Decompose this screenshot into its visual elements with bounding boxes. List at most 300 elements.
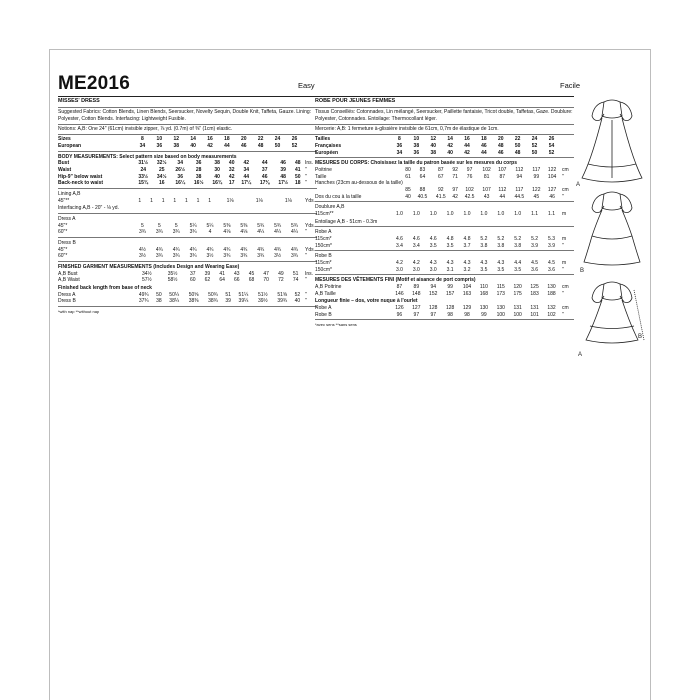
cell-value: 48	[514, 149, 521, 156]
cell-value: 16	[207, 136, 213, 143]
cell-value: 1⅛	[226, 197, 234, 204]
cell-value: 41	[219, 270, 225, 277]
yardage-table	[315, 211, 574, 218]
cell-value: 1	[196, 197, 200, 204]
yardage-group-label: Lining A,B	[58, 191, 81, 198]
yardage-group-label: Entoilage A,B - 51cm - 0.3m	[315, 218, 378, 225]
cell-value: 4½	[138, 246, 146, 253]
cell-value: 92	[438, 187, 444, 194]
finished-measurements-table	[315, 284, 574, 297]
table-row	[315, 180, 574, 187]
cell-value: 5¾	[274, 222, 282, 229]
cell-value: 4¼	[291, 229, 298, 236]
cell-value: 46	[498, 149, 504, 156]
cell-value: 24	[274, 136, 281, 143]
cell-value: 3½	[138, 253, 146, 260]
cell-value: 42	[207, 143, 213, 150]
cell-value: 18	[294, 180, 301, 187]
cell-value: 100	[513, 311, 522, 318]
cell-value: 38	[173, 143, 179, 150]
yardage-table	[315, 260, 574, 273]
cell-value: 100	[496, 311, 505, 318]
cell-value: 31½	[138, 160, 149, 167]
cell-value: 48	[280, 173, 286, 180]
cell-value: 38¼	[169, 298, 180, 305]
cell-value: 4¾	[223, 246, 231, 253]
cell-value: 107	[482, 187, 491, 194]
row-label: 150cm*	[315, 242, 332, 249]
cell-value: 50	[294, 173, 301, 180]
table-row	[58, 277, 317, 284]
cell-empty	[479, 180, 495, 187]
cell-value: 117	[532, 167, 541, 174]
cell-value: 3¾	[291, 253, 298, 260]
finished-measurements-table	[58, 271, 317, 284]
cell-value: 152	[429, 290, 438, 297]
yardage-group-label: Doublure A,B	[315, 204, 345, 211]
cell-value: 43	[483, 193, 490, 200]
cell-value: 20	[498, 136, 504, 143]
cell-value: 3¾	[189, 229, 197, 236]
dress-b-front-illustration	[584, 192, 640, 265]
notions: Mercerie: A,B: 1 fermeture à-glissière invisible de 61cm, 0,7m de élastique de 1cm.	[315, 126, 499, 133]
cell-value: 4	[208, 229, 212, 236]
cell-value: 1.0	[514, 211, 522, 218]
unit-label: m	[562, 235, 567, 242]
cell-value: 32	[228, 167, 235, 174]
unit-label: "	[305, 291, 307, 298]
cell-value: 129	[462, 304, 472, 311]
cell-empty	[432, 180, 450, 187]
cell-value: 12	[173, 136, 179, 143]
unit-label: "	[305, 173, 307, 180]
pattern-code: ME2016	[58, 73, 130, 94]
body-measurements-table	[315, 167, 574, 200]
cell-value: 48	[257, 143, 264, 150]
cell-value: 127	[412, 304, 421, 311]
cell-value: 115	[496, 283, 505, 290]
cell-value: 50	[274, 143, 281, 150]
row-label: European	[58, 143, 82, 150]
cell-value: 4¾	[274, 246, 282, 253]
cell-value: 10	[156, 136, 163, 143]
cell-value: 42	[447, 143, 453, 150]
yardage-table	[58, 198, 317, 205]
cell-value: 98	[447, 311, 453, 318]
difficulty-fr: Facile	[559, 81, 580, 90]
table-row	[58, 253, 317, 260]
cell-value: 122	[547, 167, 557, 174]
row-label: Dos du cou à la taille	[315, 193, 362, 200]
cell-value: 132	[547, 304, 556, 311]
yardage-section	[315, 203, 574, 273]
cell-value: 52	[291, 143, 298, 150]
cell-value: 70	[263, 277, 269, 284]
cell-value: 52	[294, 291, 301, 298]
footnote: *with nap **without nap	[58, 308, 100, 314]
cell-value: 50¼	[169, 291, 180, 298]
cell-value: 99	[481, 311, 487, 318]
cell-value: 62	[204, 277, 211, 284]
unit-label	[560, 143, 574, 150]
table-row	[315, 236, 574, 243]
cell-value: 26½	[175, 167, 186, 174]
notions: Notions: A,B: One 24" (61cm) invisible zipper, ⅞ yd. (0.7m) of ⅜" (1cm) elastic.	[58, 126, 233, 133]
cell-value: 38	[195, 173, 202, 180]
cell-value: 36	[177, 173, 183, 180]
cell-value: 20	[241, 136, 247, 143]
cell-value: 87	[438, 167, 444, 174]
cell-value: 3.5	[514, 266, 522, 273]
cell-value: 5	[141, 222, 144, 229]
unit-label: "	[305, 180, 307, 187]
table-row	[315, 211, 574, 218]
cell-value: 26	[548, 136, 555, 143]
cell-value: 17½	[278, 180, 289, 187]
unit-label: "	[562, 311, 564, 318]
cell-value: 4¾	[240, 246, 248, 253]
row-label: Poitrine	[315, 167, 332, 174]
cell-value: 4.6	[412, 235, 420, 242]
cell-value: 57½	[141, 277, 152, 284]
cell-value: 42	[243, 160, 249, 167]
row-label: 115cm*	[315, 235, 332, 242]
unit-label: cm	[562, 187, 569, 194]
cell-value: 50	[514, 143, 521, 150]
cell-value: 51	[225, 291, 231, 298]
unit-label: "	[562, 193, 564, 200]
cell-value: 46	[280, 160, 286, 167]
cell-value: 130	[479, 304, 489, 311]
table-row	[315, 150, 574, 157]
cell-value: 66	[234, 277, 240, 284]
cell-value: 1	[208, 197, 212, 204]
cell-value: 4¾	[155, 246, 163, 253]
cell-value: 50⅝	[188, 291, 199, 298]
cell-value: 40	[190, 143, 196, 150]
table-row	[58, 229, 317, 236]
cell-value: 40	[447, 149, 453, 156]
cell-value: 4.2	[412, 259, 420, 266]
cell-value: 16	[158, 180, 165, 187]
cell-value: 37	[189, 270, 196, 277]
cell-value: 1	[161, 197, 165, 204]
cell-value: 3.8	[497, 242, 505, 249]
cell-value: 87	[396, 283, 403, 290]
cell-value: 157	[445, 290, 455, 297]
cell-value: 81	[483, 173, 490, 180]
cell-value: 128	[429, 304, 438, 311]
cell-value: 34½	[156, 173, 167, 180]
cell-value: 3¾	[155, 253, 163, 260]
difficulty-en: Easy	[298, 81, 315, 90]
cell-value: 163	[462, 290, 472, 297]
table-row	[315, 260, 574, 267]
cell-value: 44	[261, 160, 268, 167]
cell-value: 52	[531, 143, 538, 150]
cell-value: 3.9	[531, 242, 539, 249]
cell-value: 22	[514, 136, 521, 143]
cell-value: 3.8	[480, 242, 488, 249]
cell-value: 104	[547, 173, 557, 180]
dress-back-illustrations	[586, 282, 644, 343]
cell-value: 35½	[167, 270, 178, 277]
cell-value: 5¾	[257, 222, 265, 229]
table-row	[58, 198, 317, 205]
cell-value: 34½	[141, 270, 152, 277]
cell-empty	[544, 180, 560, 187]
english-column	[58, 96, 317, 315]
cell-value: 44	[464, 143, 470, 150]
cell-value: 40	[214, 173, 220, 180]
cell-value: 42	[452, 193, 458, 200]
label-a-2: A	[578, 352, 583, 358]
cell-value: 130	[547, 283, 556, 290]
finished-measurements-title: FINISHED GARMENT MEASUREMENTS (Includes Design and Wearing Ease)	[58, 263, 240, 270]
cell-value: 40	[405, 193, 411, 200]
row-label: Bust	[58, 160, 70, 167]
cell-value: 117	[515, 187, 524, 194]
cell-value: 5.2	[497, 235, 505, 242]
unit-label: cm	[562, 283, 569, 290]
cell-value: 51½	[257, 291, 268, 298]
cell-empty	[403, 180, 413, 187]
cell-value: 30	[214, 167, 220, 174]
table-row	[315, 312, 574, 319]
cell-value: 4.2	[395, 259, 403, 266]
cell-value: 4.6	[395, 235, 403, 242]
cell-value: 94	[516, 173, 523, 180]
cell-value: 38	[430, 149, 436, 156]
cell-value: 25	[158, 167, 165, 174]
cell-value: 125	[530, 283, 539, 290]
table-row	[58, 298, 317, 305]
cell-value: 3¾	[257, 253, 265, 260]
cell-value: 37¾	[138, 298, 149, 305]
table-row	[315, 267, 574, 274]
cell-value: 38	[156, 298, 162, 305]
cell-value: 4¾	[206, 246, 214, 253]
cell-value: 17¼	[241, 180, 252, 187]
row-label: A,B Poitrine	[315, 283, 342, 290]
cell-value: 38	[413, 143, 420, 150]
table-row	[58, 223, 317, 230]
cell-value: 17⅜	[259, 180, 270, 187]
cell-value: 33½	[138, 173, 149, 180]
cell-value: 3¾	[172, 229, 180, 236]
yardage-section	[58, 190, 317, 260]
cell-value: 3.2	[463, 266, 471, 273]
cell-value: 102	[465, 187, 474, 194]
cell-value: 50	[156, 291, 162, 298]
cell-value: 34	[139, 143, 146, 150]
cell-value: 71	[452, 173, 458, 180]
table-row	[315, 305, 574, 312]
cell-value: 3.0	[412, 266, 420, 273]
cell-value: 4.8	[446, 235, 454, 242]
cell-value: 15¾	[138, 180, 149, 187]
cell-value: 127	[547, 187, 557, 194]
cell-value: 52	[548, 149, 555, 156]
cell-value: 5⅜	[223, 222, 231, 229]
table-row	[315, 143, 574, 150]
cell-value: 4⅛	[223, 229, 231, 236]
cell-value: 92	[452, 167, 458, 174]
cell-value: 4⅛	[240, 229, 248, 236]
body-measurements-title: MESURES DU CORPS: Choisissez la taille du patron basée sur les mesures du corps	[315, 160, 518, 167]
row-label: A,B Taille	[315, 290, 336, 297]
table-row	[315, 194, 574, 201]
cell-value: 3½	[206, 253, 214, 260]
cell-value: 3.5	[497, 266, 505, 273]
cell-value: 46	[241, 143, 247, 150]
cell-value: 3¾	[155, 229, 163, 236]
cell-value: 3¾	[240, 253, 248, 260]
table-row	[58, 180, 317, 187]
unit-label: "	[305, 253, 307, 260]
cell-value: 112	[515, 167, 524, 174]
french-column	[315, 96, 574, 329]
unit-label: Ins.	[305, 160, 314, 167]
cell-value: 126	[395, 304, 404, 311]
section-title: ROBE POUR JEUNES FEMMES	[315, 98, 396, 104]
cell-value: 97	[430, 311, 436, 318]
cell-value: 1.0	[412, 211, 420, 218]
cell-value: 1	[173, 197, 177, 204]
cell-value: 54	[548, 143, 555, 150]
table-row	[315, 187, 574, 194]
cell-value: 4.3	[463, 259, 471, 266]
cell-value: 42	[228, 173, 235, 180]
size-table	[58, 136, 317, 149]
suggested-fabrics: Tissus Conseillés: Cotonnades, Lin mélangé, Seersucker, Paillette fantaisie, Tricot double, Taffetas, Gaze. Doublure: Polyester, Cotonnades. Entoilage: Thermocollant léger.	[315, 109, 573, 122]
cell-value: 17	[228, 180, 235, 187]
row-label: 115cm*	[315, 259, 332, 266]
cell-value: 3.4	[395, 242, 403, 249]
row-label: Robe B	[315, 311, 332, 318]
cell-value: 51⅝	[277, 291, 288, 298]
row-label: Sizes	[58, 136, 71, 143]
cell-value: 44.5	[514, 193, 525, 200]
cell-value: 4.6	[429, 235, 437, 242]
cell-value: 3.4	[412, 242, 420, 249]
cell-value: 1.1	[531, 211, 539, 218]
body-measurements-title: BODY MEASUREMENTS: Select pattern size based on body measurements	[58, 153, 237, 160]
cell-value: 76	[466, 173, 473, 180]
cell-value: 5.2	[531, 235, 539, 242]
cell-value: 99	[447, 283, 453, 290]
cell-value: 4¾	[257, 246, 265, 253]
unit-label	[560, 180, 574, 187]
cell-value: 32½	[156, 160, 167, 167]
cell-value: 22	[257, 136, 264, 143]
cell-value: 89	[413, 283, 420, 290]
cell-value: 44	[499, 193, 506, 200]
cell-value: 49	[278, 270, 284, 277]
cell-value: 1.0	[446, 211, 454, 218]
cell-value: 12	[430, 136, 436, 143]
table-row	[58, 167, 317, 174]
row-label: Robe A	[315, 304, 332, 311]
cell-value: 49¾	[138, 291, 149, 298]
cell-value: 36	[195, 160, 202, 167]
cell-value: 42.5	[464, 193, 475, 200]
cell-value: 16¾	[212, 180, 223, 187]
cell-value: 40	[294, 298, 301, 305]
row-label: 150cm*	[315, 266, 332, 273]
cell-value: 44	[224, 143, 230, 150]
cell-value: 3.0	[395, 266, 403, 273]
table-row	[315, 243, 574, 250]
unit-label: "	[305, 229, 307, 236]
row-label: Européen	[315, 149, 339, 156]
cell-value: 68	[248, 277, 255, 284]
cell-value: 4.3	[429, 259, 437, 266]
cell-value: 5¼	[206, 222, 214, 229]
cell-value: 38⅜	[188, 298, 199, 305]
cell-value: 51	[292, 270, 299, 277]
unit-label: cm	[562, 167, 569, 174]
cell-value: 64	[219, 277, 225, 284]
cell-value: 39	[280, 167, 286, 174]
cell-value: 112	[498, 187, 507, 194]
cell-value: 4.8	[463, 235, 471, 242]
unit-label: Yds.	[305, 222, 316, 229]
cell-value: 4¾	[189, 246, 197, 253]
cell-value: 128	[445, 304, 455, 311]
cell-value: 47	[263, 270, 269, 277]
table-row	[315, 284, 574, 291]
cell-empty	[413, 180, 431, 187]
cell-value: 94	[430, 283, 436, 290]
cell-value: 110	[479, 283, 488, 290]
table-row	[315, 291, 574, 298]
cell-value: 40	[228, 160, 235, 167]
row-label: Tailles	[315, 136, 331, 143]
cell-value: 1	[184, 197, 188, 204]
yardage-group-label: Interfacing A,B - 20" - ⅛ yd.	[58, 205, 119, 212]
cell-value: 104	[462, 283, 472, 290]
cell-value: 3¾	[172, 253, 180, 260]
cell-value: 102	[482, 167, 491, 174]
cell-value: 1.0	[463, 211, 471, 218]
label-b-2: B	[638, 334, 643, 340]
unit-label: "	[305, 167, 307, 174]
table-row	[315, 174, 574, 181]
cell-value: 18	[224, 136, 230, 143]
section-title: MISSES' DRESS	[58, 98, 100, 104]
finished-measurements-title: MESURES DES VÊTEMENTS FINI (Motif et aisance de port compris)	[315, 277, 476, 284]
cell-value: 28	[195, 167, 202, 174]
unit-label: "	[562, 242, 564, 249]
cell-value: 3.8	[514, 242, 522, 249]
cell-value: 4¾	[291, 246, 298, 253]
cell-value: 39½	[257, 298, 268, 305]
cell-value: 36	[156, 143, 163, 150]
cell-value: 1.0	[497, 211, 505, 218]
cell-value: 99	[533, 173, 540, 180]
cell-value: 4.4	[514, 259, 522, 266]
unit-label: Yds.	[305, 246, 316, 253]
cell-value: 24	[531, 136, 538, 143]
unit-label: Yds.	[305, 197, 316, 204]
cell-value: 74	[292, 277, 299, 284]
cell-value: 5¼	[189, 222, 197, 229]
yardage-group-label: Robe A	[315, 229, 332, 236]
footnote: *avec sens **sans sens	[315, 322, 357, 328]
cell-value: 41.5	[435, 193, 446, 200]
cell-value: 46	[261, 173, 268, 180]
